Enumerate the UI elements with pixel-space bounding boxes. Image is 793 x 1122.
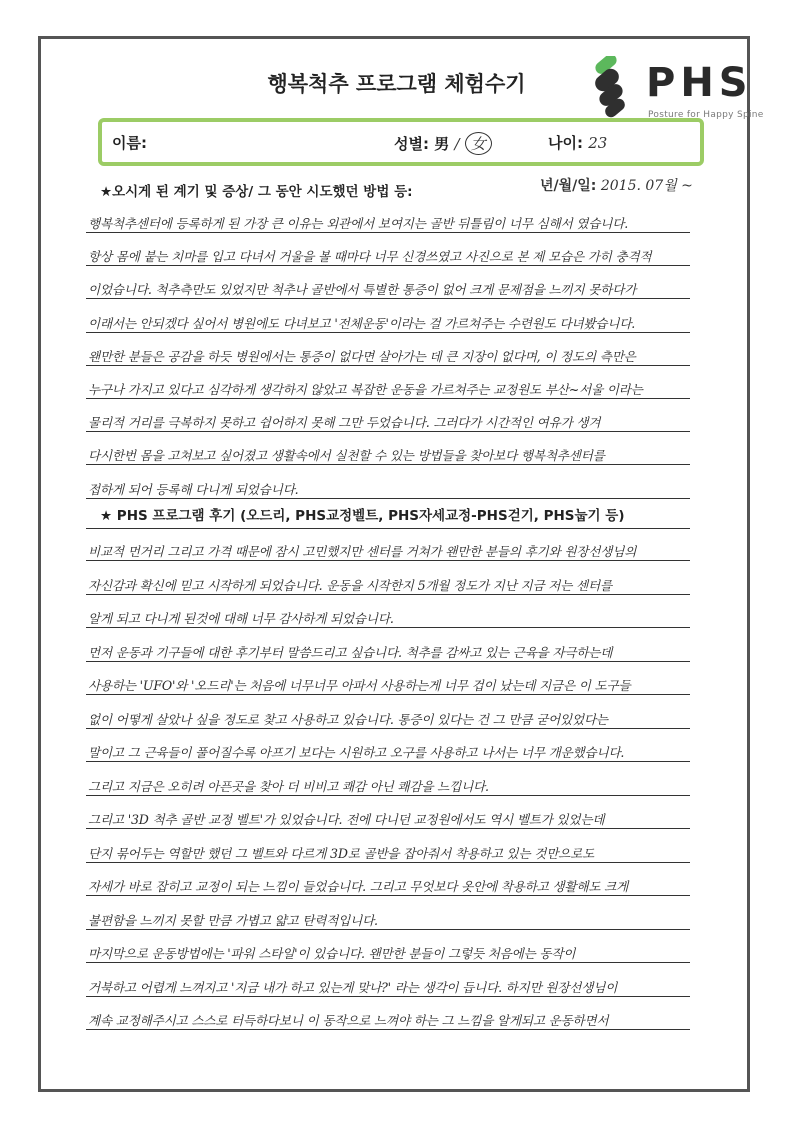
ruled-line bbox=[86, 365, 690, 366]
handwritten-line: 사용하는 'UFO'와 '오드리'는 처음에 너무너무 아파서 사용하는게 너무 겁이 났는데 지금은 이 도구들 bbox=[88, 678, 631, 693]
handwritten-line: 이래서는 안되겠다 싶어서 병원에도 다녀보고 '전체운동'이라는 걸 가르쳐주는 수련원도 다녀봤습니다. bbox=[88, 315, 636, 331]
gender-male: 男 bbox=[434, 135, 450, 153]
date-field bbox=[540, 175, 693, 195]
handwritten-line: 이었습니다. 척추측만도 있었지만 척추나 골반에서 특별한 통증이 없어 크게 문제점을 느끼지 못하다가 bbox=[88, 282, 637, 298]
age-field bbox=[548, 132, 607, 153]
date-label: 년/월/일: bbox=[540, 178, 597, 194]
handwritten-line: 비교적 먼거리 그리고 가격 때문에 잠시 고민했지만 센터를 거쳐가 왠만한 분들의 후기와 원장선생님의 bbox=[88, 544, 637, 559]
date-value: 2015. 07월 ~ bbox=[600, 178, 693, 194]
ruled-line bbox=[86, 694, 690, 695]
ruled-line bbox=[86, 929, 690, 930]
handwritten-line: 없이 어떻게 살았나 싶을 정도로 찾고 사용하고 있습니다. 통증이 있다는 건 그 만큼 굳어있었다는 bbox=[88, 711, 608, 727]
section1-heading: ★오시게 된 계기 및 증상/ 그 동안 시도했던 방법 등: bbox=[100, 184, 413, 200]
ruled-line bbox=[86, 862, 690, 863]
gender-label: 성별: bbox=[394, 135, 429, 153]
ruled-line bbox=[86, 828, 690, 829]
ruled-line bbox=[86, 895, 690, 896]
ruled-line bbox=[86, 232, 690, 233]
ruled-line bbox=[86, 498, 690, 499]
handwritten-line: 행복척추센터에 등록하게 된 가장 큰 이유는 외관에서 보여지는 골반 뒤틀림이 너무 심해서 였습니다. bbox=[88, 216, 629, 231]
handwritten-line: 먼저 운동과 기구들에 대한 후기부터 말씀드리고 싶습니다. 척추를 감싸고 있는 근육을 자극하는데 bbox=[88, 644, 613, 660]
ruled-line bbox=[86, 761, 690, 762]
handwritten-line: 마지막으로 운동방법에는 '파워 스타일'이 있습니다. 왠만한 분들이 그렇듯 처음에는 동작이 bbox=[88, 946, 576, 961]
handwritten-line: 알게 되고 다니게 된것에 대해 너무 감사하게 되었습니다. bbox=[88, 611, 394, 626]
applicant-info-box bbox=[98, 118, 704, 166]
ruled-line bbox=[86, 962, 690, 963]
handwritten-line: 거북하고 어렵게 느껴지고 '지금 내가 하고 있는게 맞나?' 라는 생각이 듭니다. 하지만 원장선생님이 bbox=[88, 979, 618, 995]
handwritten-line: 불편함을 느끼지 못할 만큼 가볍고 얇고 탄력적입니다. bbox=[88, 912, 378, 928]
ruled-line bbox=[86, 528, 690, 529]
logo-tagline: Posture for Happy Spine bbox=[648, 110, 764, 120]
ruled-line bbox=[86, 464, 690, 465]
handwritten-line: 그리고 '3D 척추 골반 교정 벨트'가 있었습니다. 전에 다니던 교정원에서도 역시 벨트가 있었는데 bbox=[88, 812, 605, 827]
handwritten-line: 항상 몸에 붙는 치마를 입고 다녀서 거울을 볼 때마다 너무 신경쓰였고 사진으로 본 제 모습은 가히 충격적 bbox=[88, 249, 652, 265]
ruled-line bbox=[86, 661, 690, 662]
ruled-line bbox=[86, 627, 690, 628]
handwritten-line: 누구나 가지고 있다고 심각하게 생각하지 않았고 복잡한 운동을 가르쳐주는 교정원도 부산~서울 이라는 bbox=[88, 382, 643, 397]
ruled-line bbox=[86, 398, 690, 399]
handwritten-line: 자세가 바로 잡히고 교정이 되는 느낌이 들었습니다. 그리고 무엇보다 옷안에 착용하고 생활해도 크게 bbox=[88, 879, 629, 894]
ruled-line bbox=[86, 431, 690, 432]
section2-heading: ★ PHS 프로그램 후기 (오드리, PHS교정벨트, PHS자세교정-PHS걷기, PHS눕기 등) bbox=[100, 508, 625, 524]
ruled-line bbox=[86, 594, 690, 595]
gender-female-circled: 女 bbox=[465, 132, 492, 155]
handwritten-line: 접하게 되어 등록해 다니게 되었습니다. bbox=[88, 481, 299, 497]
ruled-line bbox=[86, 560, 690, 561]
handwritten-line: 물리적 거리를 극복하지 못하고 쉽어하지 못해 그만 두었습니다. 그러다가 시간적인 여유가 생겨 bbox=[88, 415, 601, 431]
handwritten-line: 계속 교정해주시고 스스로 터득하다보니 이 동작으로 느껴야 하는 그 느낌을 알게되고 운동하면서 bbox=[88, 1013, 609, 1028]
age-value: 23 bbox=[588, 134, 608, 152]
handwritten-line: 말이고 그 근육들이 풀어질수록 아프기 보다는 시원하고 오구를 사용하고 나서는 너무 개운했습니다. bbox=[88, 745, 625, 760]
ruled-line bbox=[86, 265, 690, 266]
ruled-line bbox=[86, 1029, 690, 1030]
handwritten-line: 왠만한 분들은 공감을 하듯 병원에서는 통증이 없다면 살아가는 데 큰 지장이 없다며, 이 정도의 측만은 bbox=[88, 348, 636, 364]
handwritten-line: 그리고 지금은 오히려 아픈곳을 찾아 더 비비고 쾌감 아닌 쾌감을 느낍니다. bbox=[88, 778, 489, 794]
ruled-line bbox=[86, 332, 690, 333]
ruled-line bbox=[86, 298, 690, 299]
logo-wordmark: PHS bbox=[646, 60, 753, 106]
ruled-line bbox=[86, 795, 690, 796]
handwritten-line: 자신감과 확신에 믿고 시작하게 되었습니다. 운동을 시작한지 5개월 정도가 지난 지금 저는 센터를 bbox=[88, 577, 612, 593]
gender-slash: / bbox=[454, 135, 460, 153]
handwritten-line: 단지 묶어두는 역할만 했던 그 벨트와 다르게 3D로 골반을 잡아줘서 착용하고 있는 것만으로도 bbox=[88, 845, 595, 861]
handwritten-line: 다시한번 몸을 고쳐보고 싶어졌고 생활속에서 실천할 수 있는 방법들을 찾아보다 행복척추센터를 bbox=[88, 448, 605, 464]
ruled-line bbox=[86, 996, 690, 997]
gender-field bbox=[394, 132, 492, 155]
name-label: 이름: bbox=[112, 134, 147, 152]
age-label: 나이: bbox=[548, 134, 583, 152]
ruled-line bbox=[86, 728, 690, 729]
page-title: 행복척추 프로그램 체험수기 bbox=[267, 72, 526, 96]
